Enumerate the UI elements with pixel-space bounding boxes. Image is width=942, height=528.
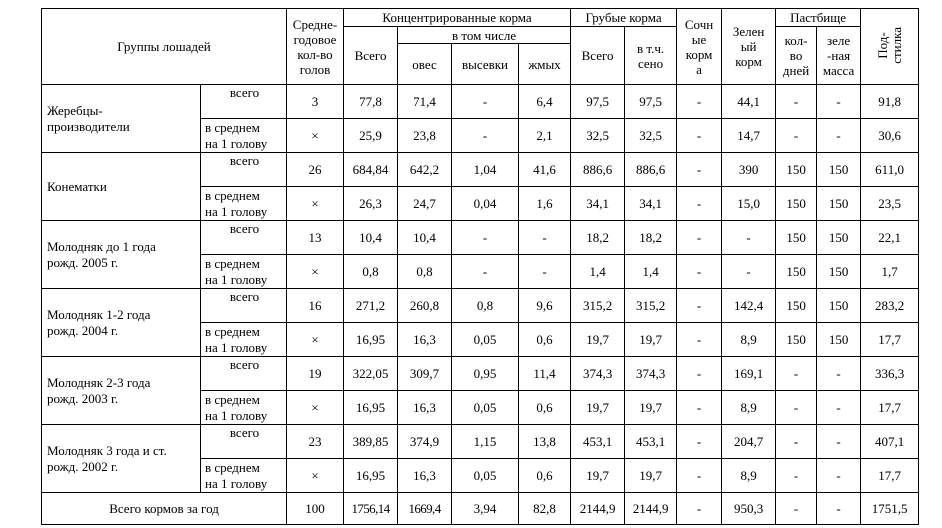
table-cell: 1,4 bbox=[571, 255, 625, 289]
table-row bbox=[42, 85, 919, 119]
table-cell: 10,4 bbox=[344, 221, 398, 255]
table-cell: 32,5 bbox=[571, 119, 625, 153]
table-cell: 16,3 bbox=[398, 459, 452, 493]
table-cell: 150 bbox=[817, 153, 861, 187]
table-body bbox=[42, 85, 919, 525]
header-oats: овес bbox=[398, 44, 452, 85]
table-cell: 374,3 bbox=[571, 357, 625, 391]
table-cell: 2144,9 bbox=[625, 493, 677, 525]
table-cell: 19,7 bbox=[625, 323, 677, 357]
table-cell: 14,7 bbox=[722, 119, 776, 153]
table-cell: - bbox=[817, 425, 861, 459]
header-avg-count-text: Средне- годовое кол-во голов bbox=[292, 16, 338, 77]
group-name-text: Молодняк 3 года и ст. рожд. 2002 г. bbox=[47, 442, 167, 474]
table-cell: 16,95 bbox=[344, 459, 398, 493]
table-cell: - bbox=[677, 119, 722, 153]
table-cell: 374,9 bbox=[398, 425, 452, 459]
table-total-row bbox=[42, 493, 919, 525]
table-cell: 15,0 bbox=[722, 187, 776, 221]
table-cell: - bbox=[677, 187, 722, 221]
table-cell: 322,05 bbox=[344, 357, 398, 391]
table-cell: 0,05 bbox=[452, 391, 519, 425]
table-cell: 283,2 bbox=[861, 289, 919, 323]
table-cell: - bbox=[677, 289, 722, 323]
table-cell: - bbox=[677, 85, 722, 119]
table-cell: 886,6 bbox=[571, 153, 625, 187]
header-green-text: Зелен ый корм bbox=[732, 24, 765, 69]
table-cell: 0,8 bbox=[398, 255, 452, 289]
table-cell: - bbox=[776, 459, 817, 493]
row-label-total bbox=[201, 425, 287, 459]
table-cell: 19,7 bbox=[625, 459, 677, 493]
table-cell: 150 bbox=[817, 221, 861, 255]
table-cell: - bbox=[452, 85, 519, 119]
row-label-text: всего bbox=[229, 153, 260, 168]
table-cell: - bbox=[817, 391, 861, 425]
table-cell: 26,3 bbox=[344, 187, 398, 221]
table-cell: 19,7 bbox=[625, 391, 677, 425]
table-cell: 1751,5 bbox=[861, 493, 919, 525]
header-bedding-text: Под- стилка bbox=[874, 26, 904, 64]
header-concentrated: Концентрированные корма bbox=[344, 9, 571, 27]
table-cell: 32,5 bbox=[625, 119, 677, 153]
table-cell: 150 bbox=[776, 255, 817, 289]
table-cell: 41,6 bbox=[519, 153, 571, 187]
table-cell: - bbox=[776, 85, 817, 119]
header-concentrated-total: Всего bbox=[344, 27, 398, 85]
table-cell: - bbox=[776, 493, 817, 525]
table-row bbox=[42, 289, 919, 323]
row-label-average bbox=[201, 187, 287, 221]
table-cell: 26 bbox=[287, 153, 344, 187]
group-name bbox=[42, 221, 201, 289]
row-label-total bbox=[201, 357, 287, 391]
table-header bbox=[42, 9, 919, 85]
table-cell: 34,1 bbox=[571, 187, 625, 221]
row-label-text: в среднем на 1 голову bbox=[205, 391, 268, 423]
table-cell: 11,4 bbox=[519, 357, 571, 391]
table-cell: 8,9 bbox=[722, 391, 776, 425]
feed-table bbox=[41, 8, 919, 525]
table-cell: 315,2 bbox=[571, 289, 625, 323]
table-cell: 642,2 bbox=[398, 153, 452, 187]
table-cell: 3,94 bbox=[452, 493, 519, 525]
table-cell: - bbox=[519, 255, 571, 289]
table-cell: 22,1 bbox=[861, 221, 919, 255]
row-label-text: всего bbox=[229, 289, 260, 304]
table-cell: 1,7 bbox=[861, 255, 919, 289]
row-label-text: в среднем на 1 голову bbox=[205, 119, 268, 151]
table-cell: - bbox=[677, 357, 722, 391]
row-label-text: всего bbox=[229, 85, 260, 100]
group-name bbox=[42, 153, 201, 221]
table-cell: 0,05 bbox=[452, 323, 519, 357]
table-cell: - bbox=[677, 153, 722, 187]
table-cell: 453,1 bbox=[571, 425, 625, 459]
table-cell: 0,8 bbox=[344, 255, 398, 289]
table-cell: 611,0 bbox=[861, 153, 919, 187]
table-cell: - bbox=[722, 255, 776, 289]
table-cell: 336,3 bbox=[861, 357, 919, 391]
group-name bbox=[42, 85, 201, 153]
table-cell: × bbox=[287, 255, 344, 289]
table-cell: 150 bbox=[776, 323, 817, 357]
group-name-text: Молодняк 2-3 года рожд. 2003 г. bbox=[47, 374, 151, 406]
table-cell: - bbox=[452, 255, 519, 289]
header-rough: Грубые корма bbox=[571, 9, 677, 27]
table-cell: 3 bbox=[287, 85, 344, 119]
row-label-average bbox=[201, 459, 287, 493]
table-cell: 16,95 bbox=[344, 323, 398, 357]
table-cell: 97,5 bbox=[571, 85, 625, 119]
table-cell: 24,7 bbox=[398, 187, 452, 221]
group-name-text: Жеребцы- производители bbox=[47, 102, 130, 134]
header-bran: высевки bbox=[452, 44, 519, 85]
table-cell: 0,8 bbox=[452, 289, 519, 323]
group-name-text: Молодняк 1-2 года рожд. 2004 г. bbox=[47, 306, 151, 338]
table-cell: - bbox=[677, 221, 722, 255]
table-cell: × bbox=[287, 391, 344, 425]
table-cell: - bbox=[817, 493, 861, 525]
header-pasture-mass-text: зеле -ная масса bbox=[822, 33, 855, 78]
table-cell: 1756,14 bbox=[344, 493, 398, 525]
table-cell: 2144,9 bbox=[571, 493, 625, 525]
group-name-text: Конематки bbox=[47, 178, 107, 194]
table-cell: 169,1 bbox=[722, 357, 776, 391]
table-cell: 150 bbox=[817, 255, 861, 289]
table-cell: - bbox=[677, 255, 722, 289]
header-hay-text: в т.ч. сено bbox=[636, 40, 665, 71]
header-pasture-mass bbox=[817, 27, 861, 85]
table-cell: - bbox=[677, 391, 722, 425]
row-label-text: в среднем на 1 голову bbox=[205, 459, 268, 491]
table-cell: 150 bbox=[776, 187, 817, 221]
table-cell: - bbox=[677, 425, 722, 459]
table-cell: 16,3 bbox=[398, 391, 452, 425]
table-cell: 1669,4 bbox=[398, 493, 452, 525]
table-cell: 0,6 bbox=[519, 323, 571, 357]
table-cell: 1,04 bbox=[452, 153, 519, 187]
header-pasture-days-text: кол- во дней bbox=[782, 33, 810, 78]
table-cell: - bbox=[452, 119, 519, 153]
table-cell: 23,5 bbox=[861, 187, 919, 221]
table-cell: 2,1 bbox=[519, 119, 571, 153]
group-name bbox=[42, 357, 201, 425]
table-cell: 19,7 bbox=[571, 391, 625, 425]
table-cell: × bbox=[287, 187, 344, 221]
table-cell: 1,15 bbox=[452, 425, 519, 459]
row-label-text: всего bbox=[229, 221, 260, 236]
table-cell: 82,8 bbox=[519, 493, 571, 525]
table-cell: 19 bbox=[287, 357, 344, 391]
table-cell: 453,1 bbox=[625, 425, 677, 459]
table-row bbox=[42, 153, 919, 187]
row-label-text: в среднем на 1 голову bbox=[205, 255, 268, 287]
table-cell: - bbox=[817, 357, 861, 391]
header-succulent-text: Сочн ые корм а bbox=[684, 16, 714, 77]
table-cell: 0,95 bbox=[452, 357, 519, 391]
header-pasture-days bbox=[776, 27, 817, 85]
row-label-average bbox=[201, 255, 287, 289]
table-cell: 23 bbox=[287, 425, 344, 459]
table-cell: 950,3 bbox=[722, 493, 776, 525]
table-cell: - bbox=[519, 221, 571, 255]
table-cell: 16 bbox=[287, 289, 344, 323]
row-label-average bbox=[201, 323, 287, 357]
header-cake: жмых bbox=[519, 44, 571, 85]
table-cell: - bbox=[776, 425, 817, 459]
row-label-total bbox=[201, 85, 287, 119]
table-cell: 142,4 bbox=[722, 289, 776, 323]
table-cell: 1,6 bbox=[519, 187, 571, 221]
table-cell: 71,4 bbox=[398, 85, 452, 119]
table-cell: 0,6 bbox=[519, 459, 571, 493]
table-cell: - bbox=[776, 119, 817, 153]
header-green bbox=[722, 9, 776, 85]
header-groups: Группы лошадей bbox=[42, 9, 287, 85]
table-cell: 19,7 bbox=[571, 323, 625, 357]
table-cell: 17,7 bbox=[861, 391, 919, 425]
table-cell: - bbox=[817, 119, 861, 153]
header-pasture: Пастбище bbox=[776, 9, 861, 27]
table-cell: - bbox=[677, 323, 722, 357]
row-label-total bbox=[201, 153, 287, 187]
table-cell: 150 bbox=[817, 289, 861, 323]
table-cell: 1,4 bbox=[625, 255, 677, 289]
table-cell: 19,7 bbox=[571, 459, 625, 493]
group-name bbox=[42, 425, 201, 493]
table-cell: 684,84 bbox=[344, 153, 398, 187]
total-row-label: Всего кормов за год bbox=[42, 493, 287, 525]
table-cell: 389,85 bbox=[344, 425, 398, 459]
table-cell: 8,9 bbox=[722, 459, 776, 493]
table-cell: 886,6 bbox=[625, 153, 677, 187]
table-cell: 25,9 bbox=[344, 119, 398, 153]
header-including: в том числе bbox=[398, 27, 571, 44]
table-cell: 8,9 bbox=[722, 323, 776, 357]
table-cell: 10,4 bbox=[398, 221, 452, 255]
table-cell: 9,6 bbox=[519, 289, 571, 323]
row-label-text: в среднем на 1 голову bbox=[205, 187, 268, 219]
table-cell: 17,7 bbox=[861, 323, 919, 357]
table-cell: - bbox=[817, 85, 861, 119]
table-cell: 13,8 bbox=[519, 425, 571, 459]
table-cell: - bbox=[722, 221, 776, 255]
table-cell: 374,3 bbox=[625, 357, 677, 391]
table-cell: 18,2 bbox=[571, 221, 625, 255]
table-cell: × bbox=[287, 459, 344, 493]
table-cell: 150 bbox=[817, 323, 861, 357]
table-cell: 23,8 bbox=[398, 119, 452, 153]
table-cell: 390 bbox=[722, 153, 776, 187]
table-cell: 407,1 bbox=[861, 425, 919, 459]
table-cell: 16,95 bbox=[344, 391, 398, 425]
table-row bbox=[42, 357, 919, 391]
table-cell: 150 bbox=[776, 289, 817, 323]
header-succulent bbox=[677, 9, 722, 85]
table-cell: 30,6 bbox=[861, 119, 919, 153]
table-cell: - bbox=[452, 221, 519, 255]
header-hay bbox=[625, 27, 677, 85]
table-cell: 16,3 bbox=[398, 323, 452, 357]
table-cell: 18,2 bbox=[625, 221, 677, 255]
table-cell: - bbox=[776, 391, 817, 425]
table-cell: 17,7 bbox=[861, 459, 919, 493]
table-cell: 91,8 bbox=[861, 85, 919, 119]
table-cell: - bbox=[677, 493, 722, 525]
table-cell: 0,6 bbox=[519, 391, 571, 425]
table-cell: - bbox=[677, 459, 722, 493]
header-avg-count bbox=[287, 9, 344, 85]
table-cell: × bbox=[287, 119, 344, 153]
table-cell: 34,1 bbox=[625, 187, 677, 221]
table-cell: - bbox=[776, 357, 817, 391]
header-bedding bbox=[861, 9, 919, 85]
row-label-text: всего bbox=[229, 357, 260, 372]
row-label-text: всего bbox=[229, 425, 260, 440]
table-row bbox=[42, 425, 919, 459]
table-cell: 204,7 bbox=[722, 425, 776, 459]
table-cell: 44,1 bbox=[722, 85, 776, 119]
table-row bbox=[42, 221, 919, 255]
row-label-total bbox=[201, 289, 287, 323]
table-cell: 0,04 bbox=[452, 187, 519, 221]
table-cell: 260,8 bbox=[398, 289, 452, 323]
table-cell: × bbox=[287, 323, 344, 357]
row-label-total bbox=[201, 221, 287, 255]
table-cell: 309,7 bbox=[398, 357, 452, 391]
table-cell: 150 bbox=[817, 187, 861, 221]
table-cell: 6,4 bbox=[519, 85, 571, 119]
table-cell: 77,8 bbox=[344, 85, 398, 119]
row-label-text: в среднем на 1 голову bbox=[205, 323, 268, 355]
header-rough-total: Всего bbox=[571, 27, 625, 85]
table-cell: 97,5 bbox=[625, 85, 677, 119]
row-label-average bbox=[201, 391, 287, 425]
table-cell: 150 bbox=[776, 153, 817, 187]
group-name bbox=[42, 289, 201, 357]
row-label-average bbox=[201, 119, 287, 153]
table-cell: 0,05 bbox=[452, 459, 519, 493]
table-cell: 315,2 bbox=[625, 289, 677, 323]
table-cell: 271,2 bbox=[344, 289, 398, 323]
table-cell: 150 bbox=[776, 221, 817, 255]
table-cell: 100 bbox=[287, 493, 344, 525]
group-name-text: Молодняк до 1 года рожд. 2005 г. bbox=[47, 238, 156, 270]
table-cell: - bbox=[817, 459, 861, 493]
table-cell: 13 bbox=[287, 221, 344, 255]
